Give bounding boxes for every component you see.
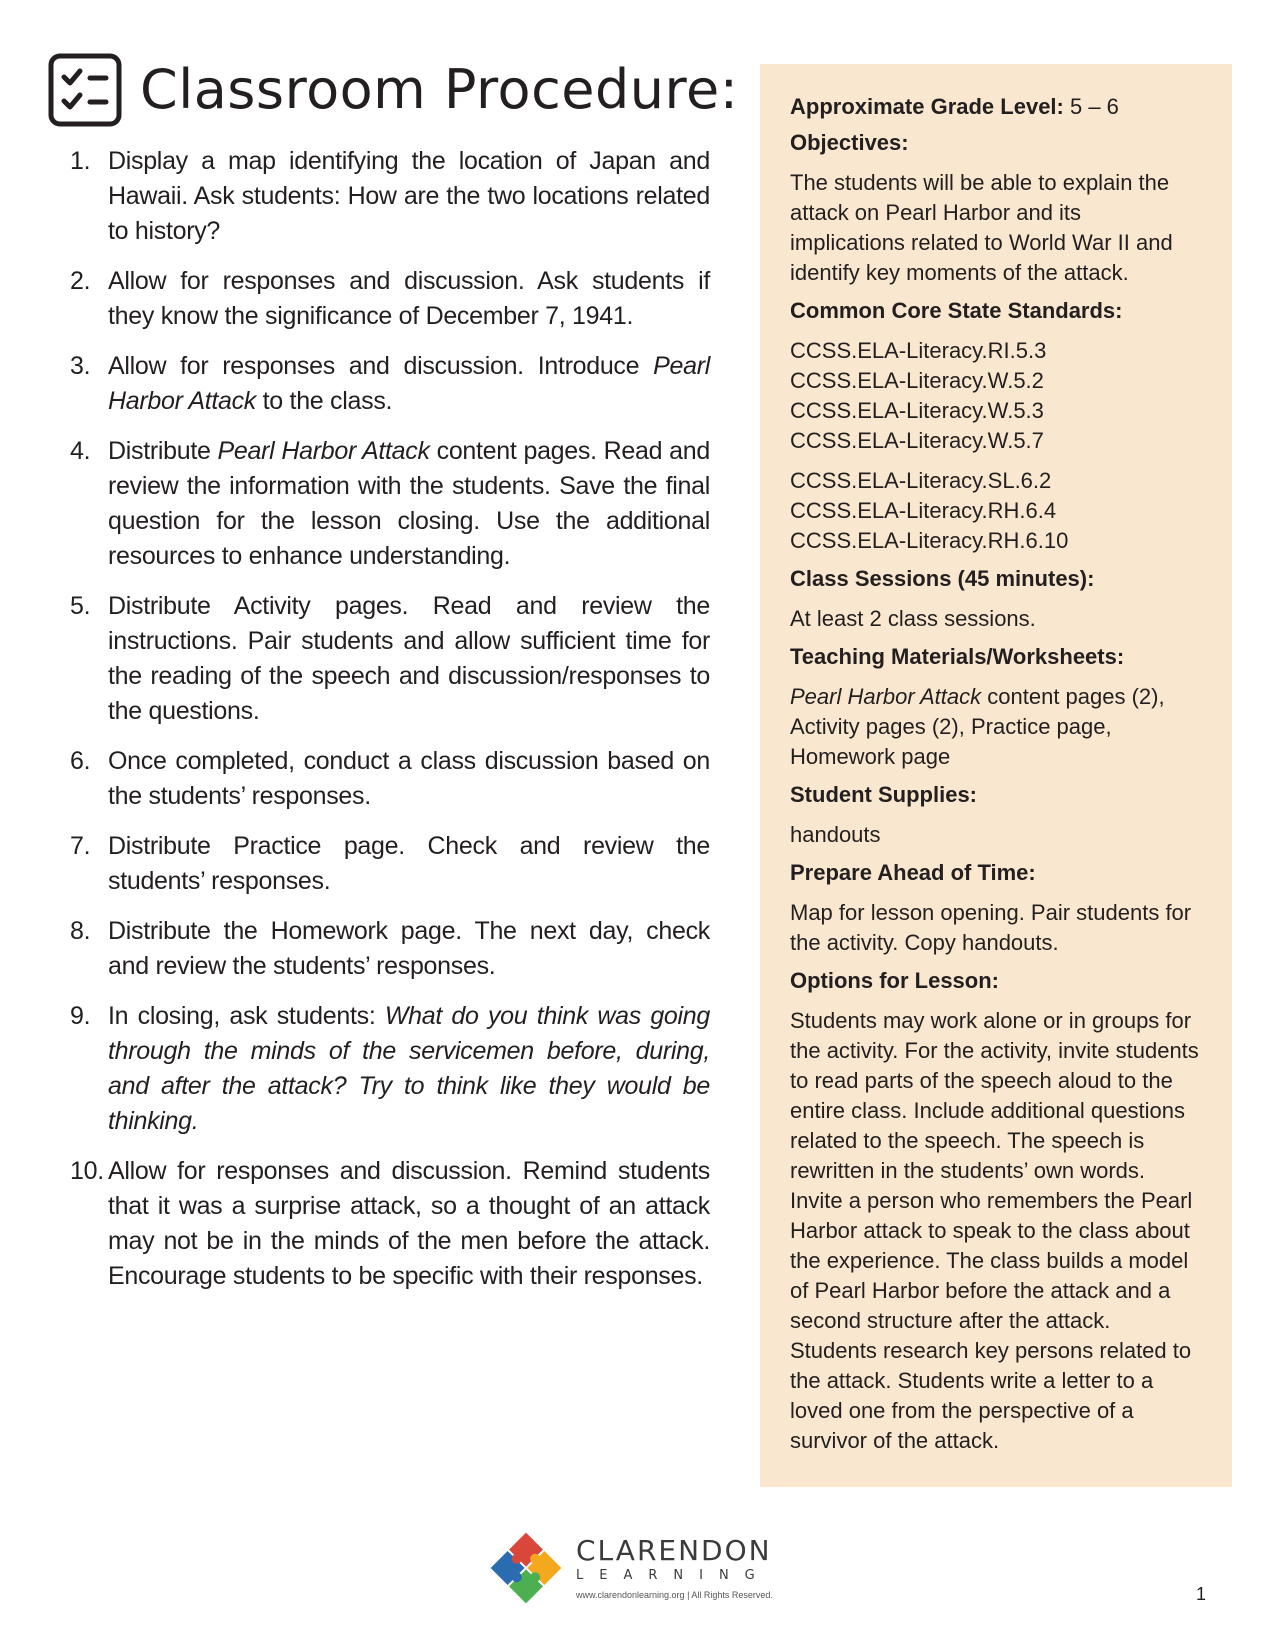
step-text: Distribute Activity pages. Read and review the instructions. Pair students and allow sufficient time for the reading of the speech and discussion/responses to the questions. [108, 592, 710, 725]
page-title: Classroom Procedure: [140, 58, 739, 121]
standard-code: CCSS.ELA-Literacy.RH.6.10 [790, 528, 1069, 553]
procedure-step [70, 829, 710, 899]
objectives-heading: Objectives: [790, 130, 909, 155]
step-text: Display a map identifying the location of Japan and Hawaii. Ask students: How are the two locations related to history? [108, 147, 710, 245]
sessions-heading: Class Sessions (45 minutes): [790, 566, 1095, 591]
step-text: Distribute the Homework page. The next day, check and review the students’ responses. [108, 917, 710, 980]
step-text-part: In closing, ask students: [108, 1002, 385, 1030]
procedure-step [70, 999, 710, 1139]
page-header [48, 52, 738, 128]
step-number: 8. [70, 917, 91, 945]
step-text-part: to the class. [256, 387, 393, 415]
lesson-title-italic: Pearl Harbor Attack [217, 437, 430, 465]
checklist-icon [48, 53, 122, 127]
procedure-step [70, 434, 710, 574]
prepare-text: Map for lesson opening. Pair students for the activity. Copy handouts. [790, 900, 1192, 955]
footer-logo [486, 1528, 773, 1608]
options-heading: Options for Lesson: [790, 968, 999, 993]
grade-level-row [790, 92, 1202, 122]
standard-code: CCSS.ELA-Literacy.W.5.3 [790, 398, 1044, 423]
procedure-step [70, 744, 710, 814]
procedure-step [70, 589, 710, 729]
brand-url: www.clarendonlearning.org | All Rights Reserved. [576, 1589, 773, 1600]
standard-code: CCSS.ELA-Literacy.W.5.7 [790, 428, 1044, 453]
step-number: 1. [70, 147, 91, 175]
standards-heading: Common Core State Standards: [790, 298, 1123, 323]
lesson-title-italic: Pearl Harbor Attack [108, 352, 710, 415]
step-text: Distribute Practice page. Check and review the students’ responses. [108, 832, 710, 895]
step-text [108, 999, 710, 1139]
step-number: 3. [70, 352, 91, 380]
procedure-step [70, 914, 710, 984]
standard-code: CCSS.ELA-Literacy.RI.5.3 [790, 338, 1047, 363]
materials-list: content pages (2), Activity pages (2), Practice page, Homework page [790, 684, 1165, 769]
grade-level-value: 5 – 6 [1063, 94, 1119, 119]
materials-title-italic: Pearl Harbor Attack [790, 684, 982, 709]
standard-code: CCSS.ELA-Literacy.SL.6.2 [790, 468, 1052, 493]
step-text: Allow for responses and discussion. Remind students that it was a surprise attack, so a thought of an attack may not be in the minds of the men before the attack. Encourage students to be specific with their responses. [108, 1157, 710, 1290]
puzzle-logo-icon [486, 1528, 566, 1608]
brand-subtitle: LEARNING [576, 1567, 771, 1583]
sessions-text: At least 2 class sessions. [790, 606, 1036, 631]
step-text-part: content pages. Read and review the information with the students. Save the final question for the lesson closing. Use the additional resources to enhance understanding. [108, 437, 710, 570]
standards-group [790, 466, 1202, 556]
step-number: 10. [70, 1157, 104, 1185]
step-number: 9. [70, 1002, 91, 1030]
step-text [108, 349, 710, 419]
step-number: 7. [70, 832, 91, 860]
step-number: 6. [70, 747, 91, 775]
prepare-heading: Prepare Ahead of Time: [790, 860, 1036, 885]
step-text: Allow for responses and discussion. Ask students if they know the significance of December 7, 1941. [108, 267, 710, 330]
step-number: 5. [70, 592, 91, 620]
standard-code: CCSS.ELA-Literacy.W.5.2 [790, 368, 1044, 393]
standard-code: CCSS.ELA-Literacy.RH.6.4 [790, 498, 1057, 523]
lesson-info-sidebar [760, 64, 1232, 1487]
procedure-step [70, 1154, 710, 1294]
step-number: 4. [70, 437, 91, 465]
materials-heading: Teaching Materials/Worksheets: [790, 644, 1125, 669]
step-text-part: Distribute [108, 437, 218, 465]
closing-question-italic: What do you think was going through the minds of the servicemen before, during, and after the attack? Try to think like they would be thinking. [108, 1002, 710, 1135]
brand-name: CLARENDON [576, 1533, 772, 1567]
procedure-step [70, 349, 710, 419]
step-text: Once completed, conduct a class discussion based on the students’ responses. [108, 747, 710, 810]
standards-group [790, 336, 1202, 456]
materials-text [790, 682, 1202, 772]
page-number: 1 [1196, 1584, 1207, 1604]
step-text-part: Allow for responses and discussion. Introduce [108, 352, 654, 380]
procedure-list [70, 144, 710, 1309]
brand-block [576, 1533, 773, 1600]
objectives-text: The students will be able to explain the attack on Pearl Harbor and its implications related to World War II and identify key moments of the attack. [790, 170, 1173, 285]
procedure-step [70, 264, 710, 334]
step-number: 2. [70, 267, 91, 295]
procedure-step [70, 144, 710, 249]
options-text: Students may work alone or in groups for the activity. For the activity, invite students to read parts of the speech aloud to the entire class. Include additional questions related to the speech. The speech is rewritten in the students’ own words. Invite a person who remembers the Pearl Harbor attack to speak to the class about the experience. The class builds a model of Pearl Harbor before the attack and a second structure after the attack. Students research key persons related to the attack. Students write a letter to a loved one from the perspective of a survivor of the attack. [790, 1008, 1199, 1453]
step-text [108, 434, 710, 574]
supplies-text: handouts [790, 822, 881, 847]
grade-level-label: Approximate Grade Level: [790, 94, 1064, 119]
supplies-heading: Student Supplies: [790, 782, 977, 807]
